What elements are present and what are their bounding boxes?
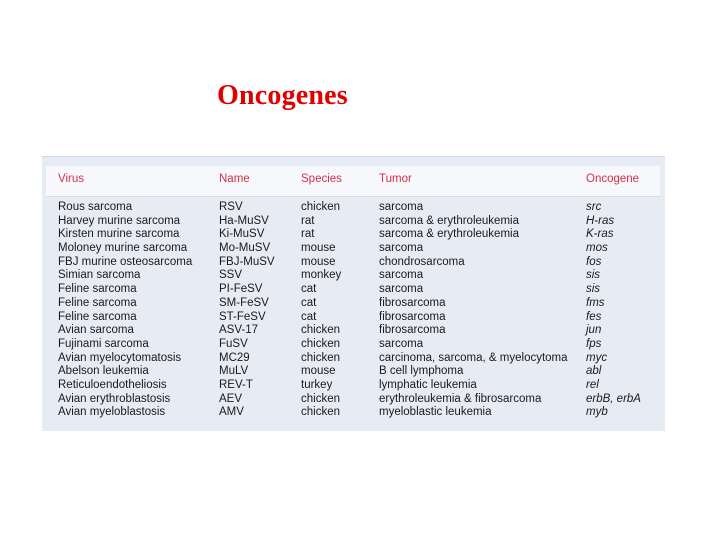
column-header-name: Name — [219, 173, 250, 185]
oncogene-table — [42, 156, 665, 431]
cell-name: Ki-MuSV — [219, 228, 265, 241]
cell-oncogene: H-ras — [586, 214, 615, 227]
column-header-tumor: Tumor — [379, 173, 412, 185]
slide-title: Oncogenes — [217, 80, 348, 111]
cell-virus: Fujinami sarcoma — [58, 337, 149, 350]
cell-species: chicken — [301, 201, 340, 213]
column-header-species: Species — [301, 173, 342, 185]
cell-tumor: sarcoma — [379, 242, 424, 255]
cell-species: chicken — [301, 392, 340, 405]
cell-species: cat — [301, 310, 317, 323]
cell-oncogene: jun — [586, 324, 602, 337]
cell-name: SSV — [219, 269, 243, 282]
cell-species: chicken — [301, 406, 340, 419]
cell-name: RSV — [219, 201, 243, 213]
cell-virus: Harvey murine sarcoma — [58, 214, 181, 227]
table-row — [42, 311, 665, 325]
cell-virus: Avian myelocytomatosis — [58, 351, 182, 364]
cell-name: AMV — [219, 406, 244, 419]
cell-name: ASV-17 — [219, 324, 258, 337]
table-row — [42, 242, 665, 256]
cell-virus: Kirsten murine sarcoma — [58, 228, 180, 241]
cell-oncogene: sis — [586, 283, 601, 296]
cell-tumor: fibrosarcoma — [379, 324, 446, 337]
cell-oncogene: src — [586, 201, 602, 213]
table-row — [42, 201, 665, 215]
cell-virus: Moloney murine sarcoma — [58, 242, 188, 255]
cell-oncogene: myb — [586, 406, 608, 419]
cell-name: REV-T — [219, 378, 253, 391]
cell-tumor: B cell lymphoma — [379, 365, 464, 378]
table-row — [42, 365, 665, 379]
cell-virus: Feline sarcoma — [58, 310, 137, 323]
cell-oncogene: fms — [586, 296, 605, 309]
cell-virus: Feline sarcoma — [58, 296, 137, 309]
cell-name: PI-FeSV — [219, 283, 263, 296]
cell-tumor: sarcoma & erythroleukemia — [379, 214, 519, 227]
cell-name: AEV — [219, 392, 243, 405]
cell-oncogene: fes — [586, 310, 602, 323]
cell-name: Mo-MuSV — [219, 242, 271, 255]
cell-name: SM-FeSV — [219, 296, 269, 309]
cell-species: cat — [301, 296, 317, 309]
cell-oncogene: myc — [586, 351, 608, 364]
cell-tumor: chondrosarcoma — [379, 255, 465, 268]
cell-oncogene: rel — [586, 378, 599, 391]
cell-tumor: sarcoma — [379, 201, 424, 213]
cell-species: turkey — [301, 378, 333, 391]
cell-species: cat — [301, 283, 317, 296]
cell-species: mouse — [301, 365, 336, 378]
cell-tumor: sarcoma — [379, 337, 424, 350]
table-row — [42, 215, 665, 229]
table-row — [42, 406, 665, 420]
cell-oncogene: fps — [586, 337, 602, 350]
cell-tumor: lymphatic leukemia — [379, 378, 477, 391]
cell-virus: Avian sarcoma — [58, 324, 134, 337]
cell-species: rat — [301, 214, 315, 227]
table-row — [42, 283, 665, 297]
cell-name: MC29 — [219, 351, 250, 364]
cell-name: Ha-MuSV — [219, 214, 269, 227]
cell-oncogene: sis — [586, 269, 601, 282]
cell-virus: Feline sarcoma — [58, 283, 137, 296]
cell-oncogene: mos — [586, 242, 608, 255]
cell-tumor: fibrosarcoma — [379, 296, 446, 309]
cell-virus: Rous sarcoma — [58, 201, 133, 213]
table-row — [42, 324, 665, 338]
cell-species: chicken — [301, 337, 340, 350]
cell-oncogene: fos — [586, 255, 602, 268]
cell-virus: Avian myeloblastosis — [58, 406, 166, 419]
cell-tumor: sarcoma — [379, 283, 424, 296]
table-row — [42, 256, 665, 270]
cell-tumor: carcinoma, sarcoma, & myelocytoma — [379, 351, 568, 364]
cell-virus: Reticuloendotheliosis — [58, 378, 167, 391]
cell-oncogene: K-ras — [586, 228, 614, 241]
table-row — [42, 269, 665, 283]
table-row — [42, 228, 665, 242]
cell-tumor: sarcoma — [379, 269, 424, 282]
cell-virus: FBJ murine osteosarcoma — [58, 255, 193, 268]
cell-name: MuLV — [219, 365, 249, 378]
table-body — [42, 201, 665, 420]
cell-oncogene: abl — [586, 365, 602, 378]
cell-name: FuSV — [219, 337, 248, 350]
column-header-virus: Virus — [58, 173, 84, 185]
column-header-oncogene: Oncogene — [586, 173, 640, 185]
cell-species: chicken — [301, 351, 340, 364]
cell-species: monkey — [301, 269, 342, 282]
cell-virus: Simian sarcoma — [58, 269, 141, 282]
table-row — [42, 379, 665, 393]
cell-name: ST-FeSV — [219, 310, 266, 323]
cell-species: mouse — [301, 242, 336, 255]
cell-species: chicken — [301, 324, 340, 337]
cell-tumor: sarcoma & erythroleukemia — [379, 228, 519, 241]
cell-species: rat — [301, 228, 315, 241]
table-header-band — [46, 166, 660, 197]
table-row — [42, 338, 665, 352]
cell-virus: Abelson leukemia — [58, 365, 149, 378]
cell-name: FBJ-MuSV — [219, 255, 275, 268]
table-row — [42, 352, 665, 366]
cell-tumor: myeloblastic leukemia — [379, 406, 492, 419]
table-row — [42, 297, 665, 311]
cell-tumor: fibrosarcoma — [379, 310, 446, 323]
cell-oncogene: erbB, erbA — [586, 392, 641, 405]
cell-species: mouse — [301, 255, 336, 268]
table-row — [42, 393, 665, 407]
cell-tumor: erythroleukemia & fibrosarcoma — [379, 392, 542, 405]
cell-virus: Avian erythroblastosis — [58, 392, 171, 405]
